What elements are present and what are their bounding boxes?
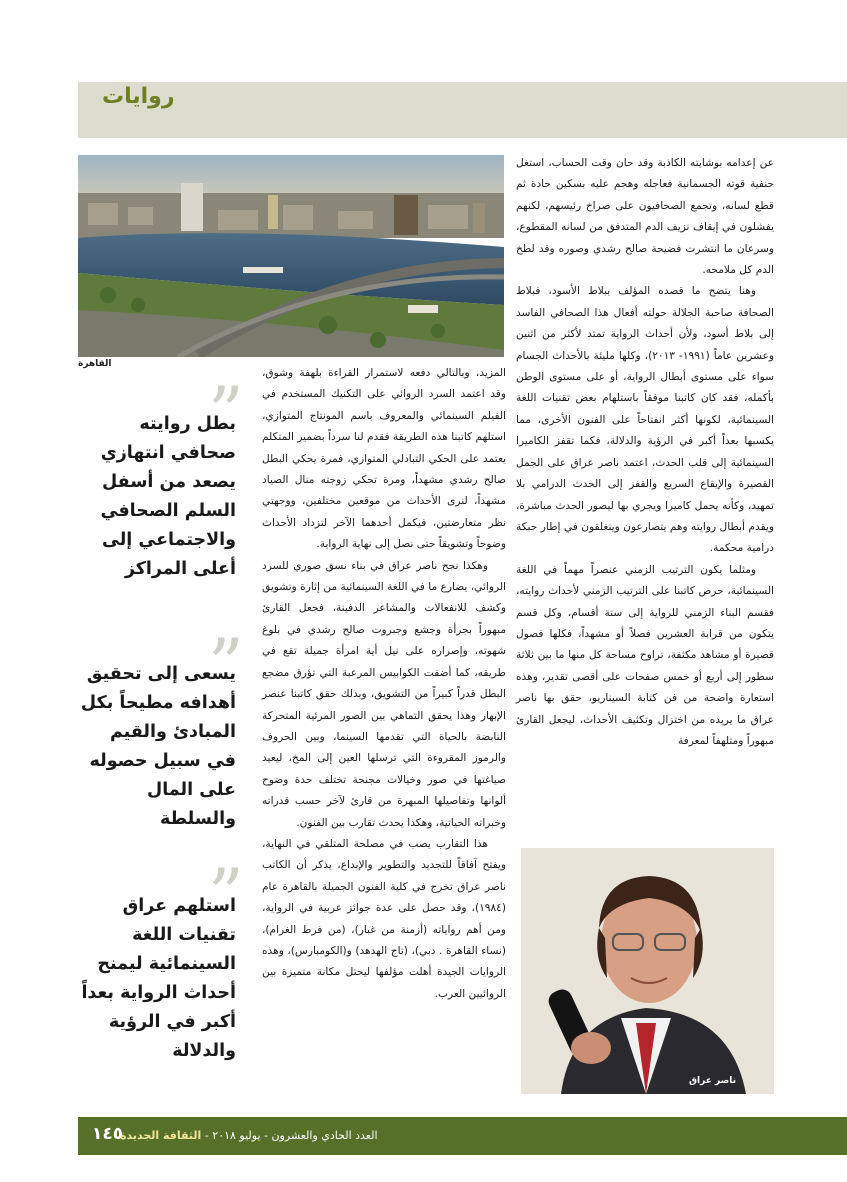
article-paragraph: المزيد، وبالتالي دفعه لاستمرار القراءة بلهفة وشوق، وقد اعتمد السرد الروائي على التكنيك المستخدم في الفيلم السينمائي والمعروف باسم المونتاج المتوازي، استلهم كاتبنا هذه الطريقة فقدم لنا سرداً بضمير المتكلم يعتمد على الحكي التبادلي المتوازي، فمرة يحكي البطل صالح رشدي مشهداً، ومرة تحكي زوجته منال الصياد مشهداً، لنرى الأحداث من موقعين مختلفين، ووجهتي نظر متعارضتين، فيكمل أحدهما الآخر لتزداد الأحداث وضوحاً وتشويقاً حتى نصل إلى نهاية الرواية. [262,367,506,551]
header-band [78,82,847,138]
magazine-title: الثقافة الجديدة [120,1129,202,1142]
article-column-middle [262,363,506,1005]
pull-quote: استلهم عراق تقنيات اللغة السينمائية ليمنح أحداث الرواية بعداً أكبر في الرؤية والدلالة [81,896,236,1061]
cairo-caption: القاهرة [78,359,112,369]
section-title: روايات [102,84,175,109]
issue-info: العدد الحادي والعشرون - يوليو ٢٠١٨ - [204,1129,378,1142]
pull-quote: بطل روايته صحافي انتهازي يصعد من أسفل السلم الصحافي والاجتماعي إلى أعلى المراكز [100,414,236,579]
article-paragraph: هذا التقارب يصب في مصلحة المتلقي في النهاية، ويفتح آفاقاً للتجديد والتطوير والإبداع، يذكر أن الكاتب ناصر عراق تخرج في كلية الفنون الجميلة بالقاهرة عام (١٩٨٤)، وقد حصل على عدة جوائز عربية في الرواية، ومن أهم رواياته (أزمنة من غبار)، (من فرط الغرام)، (نساء القاهرة . دبي)، (تاج الهدهد) و(الكومبارس)، وهذه الروايات الجيدة أهلت مؤلفها ليحتل مكانة متميزة بين الروائيين العرب. [262,837,506,1000]
article-paragraph: عن إعدامه بوشايته الكاذبة وقد حان وقت الحساب، استغل حنفية قوته الجسمانية فعاجله وهجم عليه بسكين حادة ثم قطع لسانه، وتجمع الصحافيون على صراخ رئيسهم، لكنهم يفشلون في إيقاف نزيف الدم المتدفق من لسانه المقطوع، وسرعان ما انتشرت فضيحة صالح رشدي وصوره وقد لطخ الدم كل ملامحه. [516,157,774,277]
cairo-photo-illustration [78,155,504,357]
article-column-right [516,153,774,752]
quote-mark-icon: ” [208,624,244,706]
pull-quote: يسعى إلى تحقيق أهدافه مطيحاً بكل المبادئ والقيم في سبيل حصوله على المال والسلطة [80,664,236,829]
author-caption: ناصر عراق [689,1076,737,1086]
author-photo-illustration [521,848,774,1094]
article-paragraph: ومثلما يكون الترتيب الزمني عنصراً مهماً في اللغة السينمائية، حرص كاتبنا على الترتيب الزمني لأحداث روايته، فقسم البناء الزمني للرواية إلى ستة أقسام، وكل قسم يتكون من قرابة العشرين فصلاً أو مشهداً، فكلها فصول قصيرة أو مشاهد مكثفة، تراوح مساحة كل منها ما بين ثلاثة سطور إلى أربع أو خمس صفحات على أقصى تقدير، وهذه استعارة واضحة من فن كتابة السيناريو، حقق بها ناصر عراق ما يريده من اختزال وتكثيف الأحداث، ليجعل القارئ مبهوراً ومتلهفاً لمعرفة [516,563,774,747]
author-photo [521,848,774,1094]
cairo-photo [78,155,504,357]
quote-mark-icon: ” [208,854,244,936]
article-paragraph: وهكذا نجح ناصر عراق في بناء نسق صوري للسرد الروائي، يضارع ما في اللغة السينمائية من إثارة وتشويق وكشف للانفعالات والمشاعر الدفينة، فجعل القارئ مبهوراً بجرأة وجشع وجبروت صالح رشدي في بلوغ شهوته، وإصراره على نيل أية امرأة جميلة تقع في طريقه، كما أضفت الكوابيس المرعبة التي تؤرق مضجع البطل قدراً كبيراً من التشويق، وبذلك حقق كاتبنا عنصر الإبهار وهذا يحقق التماهي بين الصور المرئية المتحركة النابضة بالحياة التي تقدمها السينما، وبين الحروف والرموز المقروءة التي ترسلها العين إلى المخ، ليعيد صياغتها في صور وخيالات مجنحة تختلف حدة وضوح ألوانها وتفاصيلها المبهرة من قارئ لآخر حسب قدراته وخبراته الحياتية، وهكذا يحدث تقارب بين الفنون. [262,559,506,829]
quote-mark-icon: ” [208,372,244,454]
article-paragraph: وهنا يتضح ما قصده المؤلف ببلاط الأسود، فبلاط الصحافة صاحبة الجلالة حولته أفعال هذا الصحافي الفاسد إلى بلاط أسود، ولأن أحداث الرواية تمتد لأكثر من اثنين وعشرين عاماً (١٩٩١- ٢٠١٣)، وكلها مليئة بالأحداث الجسام سواء على مستوى أبطال الرواية، أو على مستوى الوطن بأكمله، فقد كان كاتبنا موفقاً باستلهام بعض تقنيات اللغة السينمائية، لكونها أكثر انفتاحاً على الفنون الأخرى، مما يكسبها بعداً أكبر في الرؤية والدلالة، فكما تقفز الكاميرا السينمائية إلى قلب الحدث، اعتمد ناصر عراق على الجمل القصيرة والإيقاع السريع والقفز إلى الحدث الدرامي بلا تمهيد، وكأنه يحمل كاميرا ويجري بها ليصور الحدث مباشرة، ويقدم أبطال روايته وهم يتصارعون وينغلقون في إطار حبكة درامية محكمة. [516,285,774,555]
issue-line [120,1129,378,1142]
page-number: ١٤٥ [92,1124,124,1144]
